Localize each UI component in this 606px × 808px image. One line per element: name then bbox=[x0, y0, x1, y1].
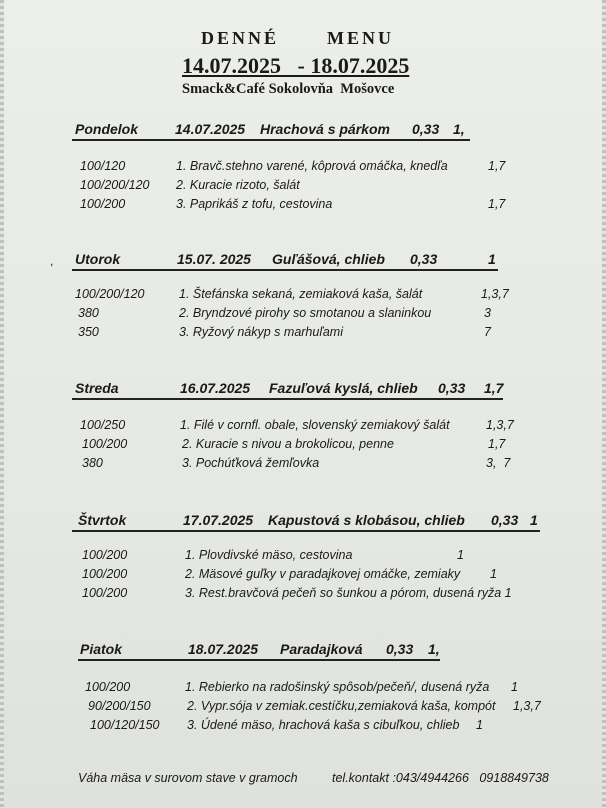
dish-list bbox=[0, 680, 606, 737]
day-name: Štvrtok bbox=[78, 512, 127, 528]
day-section-monday bbox=[0, 121, 606, 211]
day-name: Utorok bbox=[75, 251, 121, 267]
day-date: 15.07. 2025 bbox=[177, 251, 251, 267]
dish-weight: 100/200 bbox=[82, 548, 128, 562]
day-header-monday bbox=[0, 121, 606, 141]
title-word-1: DENNÉ bbox=[201, 28, 280, 48]
dish-weight: 100/120 bbox=[80, 159, 126, 173]
dish-weight: 100/200/120 bbox=[75, 287, 145, 301]
dish-weight: 90/200/150 bbox=[88, 699, 151, 713]
day-date: 16.07.2025 bbox=[180, 380, 251, 396]
soup-allergens: 1 bbox=[530, 512, 538, 528]
dish-row bbox=[0, 197, 606, 216]
soup-allergens: 1,7 bbox=[484, 380, 504, 396]
dish-row bbox=[0, 325, 606, 344]
soup-name: Hrachová s párkom bbox=[260, 121, 390, 137]
dish-name: 3. Ryžový nákyp s marhuľami bbox=[179, 325, 343, 339]
dish-name: 1. Štefánska sekaná, zemiaková kaša, šalát bbox=[179, 287, 423, 301]
dish-weight: 100/200 bbox=[82, 567, 128, 581]
day-name: Piatok bbox=[80, 641, 123, 657]
dish-row bbox=[0, 456, 606, 475]
day-header-tuesday bbox=[0, 251, 606, 271]
dish-allergens: 7 bbox=[484, 325, 491, 339]
dish-row bbox=[0, 699, 606, 718]
day-section-tuesday bbox=[0, 251, 606, 339]
dish-weight: 380 bbox=[82, 456, 103, 470]
dish-name: 2. Kuracie s nivou a brokolicou, penne bbox=[182, 437, 394, 451]
dish-row bbox=[0, 178, 606, 197]
soup-allergens: 1 bbox=[488, 251, 496, 267]
dish-allergens: 1 bbox=[490, 567, 497, 581]
dish-row bbox=[0, 306, 606, 325]
dish-row bbox=[0, 287, 606, 306]
day-header-thursday bbox=[0, 512, 606, 532]
soup-allergens: 1, bbox=[428, 641, 440, 657]
dish-weight: 100/200/120 bbox=[80, 178, 150, 192]
soup-volume: 0,33 bbox=[410, 251, 438, 267]
dish-weight: 100/200 bbox=[85, 680, 131, 694]
venue-name: Smack&Café Sokolovňa Mošovce bbox=[182, 81, 395, 97]
dish-name: 2. Kuracie rizoto, šalát bbox=[176, 178, 300, 192]
dish-allergens: 1,3,7 bbox=[481, 287, 509, 301]
dish-weight: 100/200 bbox=[82, 437, 128, 451]
day-header-wednesday bbox=[0, 380, 606, 400]
day-date: 18.07.2025 bbox=[188, 641, 259, 657]
dish-row bbox=[0, 159, 606, 178]
dish-allergens: 1,7 bbox=[488, 197, 506, 211]
soup-volume: 0,33 bbox=[438, 380, 466, 396]
day-section-friday bbox=[0, 641, 606, 732]
dish-name: 1. Rebierko na radošinský spôsob/pečeň/, dusená ryža bbox=[185, 680, 490, 694]
footer-contact: tel.kontakt :043/4944266 0918849738 bbox=[332, 771, 549, 785]
dish-allergens: 1 bbox=[457, 548, 464, 562]
dish-name: 2. Bryndzové pirohy so smotanou a slaninkou bbox=[179, 306, 432, 320]
day-date: 17.07.2025 bbox=[183, 512, 254, 528]
dish-name: 3. Rest.bravčová pečeň so šunkou a pórom, dusená ryža 1 bbox=[185, 586, 512, 600]
day-section-thursday bbox=[0, 512, 606, 600]
soup-name: Paradajková bbox=[280, 641, 363, 657]
day-underline bbox=[78, 659, 440, 661]
soup-volume: 0,33 bbox=[412, 121, 440, 137]
stray-mark: , bbox=[50, 254, 54, 268]
day-name: Pondelok bbox=[75, 121, 139, 137]
day-underline bbox=[72, 398, 503, 400]
dish-name: 2. Mäsové guľky v paradajkovej omáčke, zemiaky bbox=[185, 567, 461, 581]
dish-row bbox=[0, 437, 606, 456]
soup-name: Guľášová, chlieb bbox=[272, 251, 385, 267]
dish-allergens: 1,3,7 bbox=[486, 418, 514, 432]
dish-list bbox=[0, 418, 606, 475]
dish-row bbox=[0, 418, 606, 437]
dish-allergens: 1,7 bbox=[488, 159, 506, 173]
dish-list bbox=[0, 548, 606, 605]
dish-allergens: 1,7 bbox=[488, 437, 506, 451]
dish-row bbox=[0, 680, 606, 699]
dish-name: 2. Vypr.sója v zemiak.cestíčku,zemiaková kaša, kompót bbox=[187, 699, 496, 713]
dish-weight: 350 bbox=[78, 325, 99, 339]
dish-name: 3. Údené mäso, hrachová kaša s cibuľkou, chlieb bbox=[187, 718, 460, 732]
day-header-friday bbox=[0, 641, 606, 661]
dish-weight: 100/250 bbox=[80, 418, 126, 432]
day-name: Streda bbox=[75, 380, 119, 396]
day-underline bbox=[72, 530, 540, 532]
title-word-2: MENU bbox=[327, 28, 394, 48]
date-range: 14.07.2025 - 18.07.2025 bbox=[182, 53, 410, 78]
dish-row bbox=[0, 586, 606, 605]
dish-name: 3. Pochúťková žemľovka bbox=[182, 456, 320, 470]
dish-row bbox=[0, 718, 606, 737]
footer-note: Váha mäsa v surovom stave v gramoch bbox=[78, 771, 298, 785]
dish-name: 1. Bravč.stehno varené, kôprová omáčka, knedľa bbox=[176, 159, 448, 173]
dish-allergens: 3 bbox=[484, 306, 491, 320]
dish-name: 1. Plovdivské mäso, cestovina bbox=[185, 548, 353, 562]
dish-weight: 100/200 bbox=[82, 586, 128, 600]
dish-row bbox=[0, 548, 606, 567]
dish-name: 3. Paprikáš z tofu, cestovina bbox=[176, 197, 333, 211]
soup-name: Kapustová s klobásou, chlieb bbox=[268, 512, 465, 528]
day-underline bbox=[72, 269, 498, 271]
dish-allergens: 1,3,7 bbox=[513, 699, 541, 713]
dish-allergens: 1 bbox=[476, 718, 483, 732]
dish-name: 1. Filé v cornfl. obale, slovenský zemiakový šalát bbox=[180, 418, 450, 432]
dish-weight: 100/120/150 bbox=[90, 718, 160, 732]
dish-row bbox=[0, 567, 606, 586]
dish-allergens: 1 bbox=[511, 680, 518, 694]
dish-list bbox=[0, 287, 606, 344]
soup-allergens: 1, bbox=[453, 121, 465, 137]
soup-volume: 0,33 bbox=[491, 512, 519, 528]
dish-weight: 100/200 bbox=[80, 197, 126, 211]
dish-list bbox=[0, 159, 606, 216]
day-underline bbox=[72, 139, 470, 141]
soup-name: Fazuľová kyslá, chlieb bbox=[269, 380, 418, 396]
day-section-wednesday bbox=[0, 380, 606, 470]
dish-weight: 380 bbox=[78, 306, 99, 320]
day-date: 14.07.2025 bbox=[175, 121, 246, 137]
soup-volume: 0,33 bbox=[386, 641, 414, 657]
dish-allergens: 3, 7 bbox=[486, 456, 511, 470]
